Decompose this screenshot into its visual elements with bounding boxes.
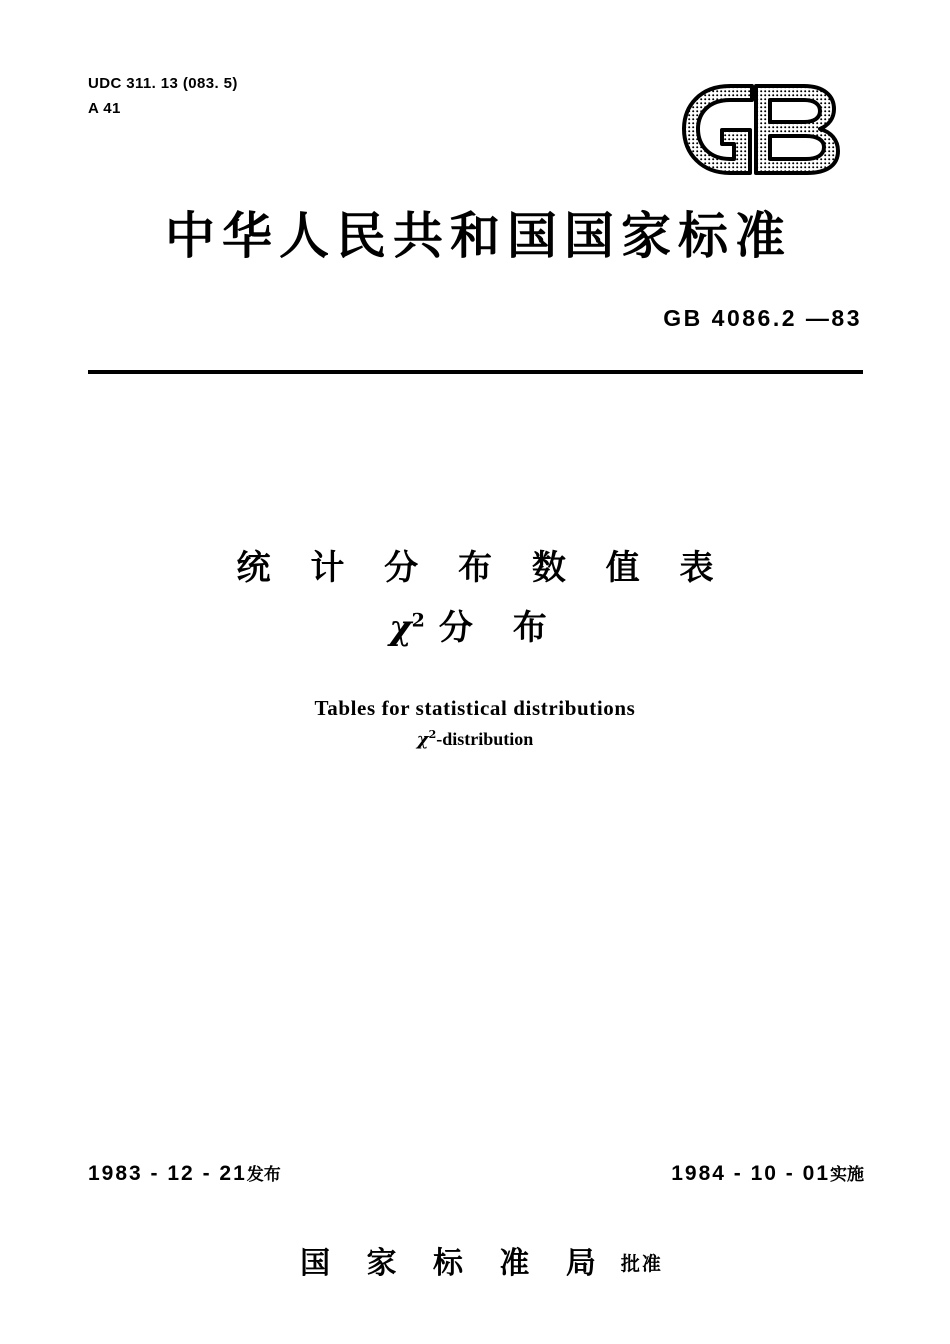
effective-date-label: 实施 xyxy=(830,1165,864,1185)
issue-date-value: 1983 - 12 - 21 xyxy=(88,1162,247,1185)
udc-code: UDC 311. 13 (083. 5) xyxy=(88,75,238,92)
standard-number: GB 4086.2 —83 xyxy=(663,305,862,331)
chi-symbol-en: $\chi^2$ xyxy=(416,728,437,750)
distribution-label-cn: 分 布 xyxy=(438,608,561,648)
subject-title-en: Tables for statistical distributions xyxy=(314,696,636,720)
issue-date-label: 发布 xyxy=(246,1165,281,1185)
chi-symbol: $\chi^2$ xyxy=(389,608,425,648)
divider xyxy=(88,370,863,374)
issuing-authority xyxy=(0,1238,950,1282)
gb-logo xyxy=(664,74,864,184)
classification-code: A 41 xyxy=(88,100,121,118)
effective-date-value: 1984 - 10 - 01 xyxy=(671,1162,830,1185)
page-title: 中华人民共和国国家标准 xyxy=(165,207,792,265)
issue-date xyxy=(88,1160,281,1186)
approval-label: 批准 xyxy=(620,1253,663,1275)
distribution-label-en: -distribution xyxy=(436,729,534,749)
authority-name: 国 家 标 准 局 xyxy=(300,1246,609,1281)
udc-block xyxy=(88,72,238,121)
subject-title-cn: 统 计 分 布 数 值 表 xyxy=(236,548,728,588)
subject-subtitle-cn xyxy=(0,600,950,649)
effective-date xyxy=(671,1160,864,1186)
subject-subtitle-en xyxy=(0,728,950,750)
